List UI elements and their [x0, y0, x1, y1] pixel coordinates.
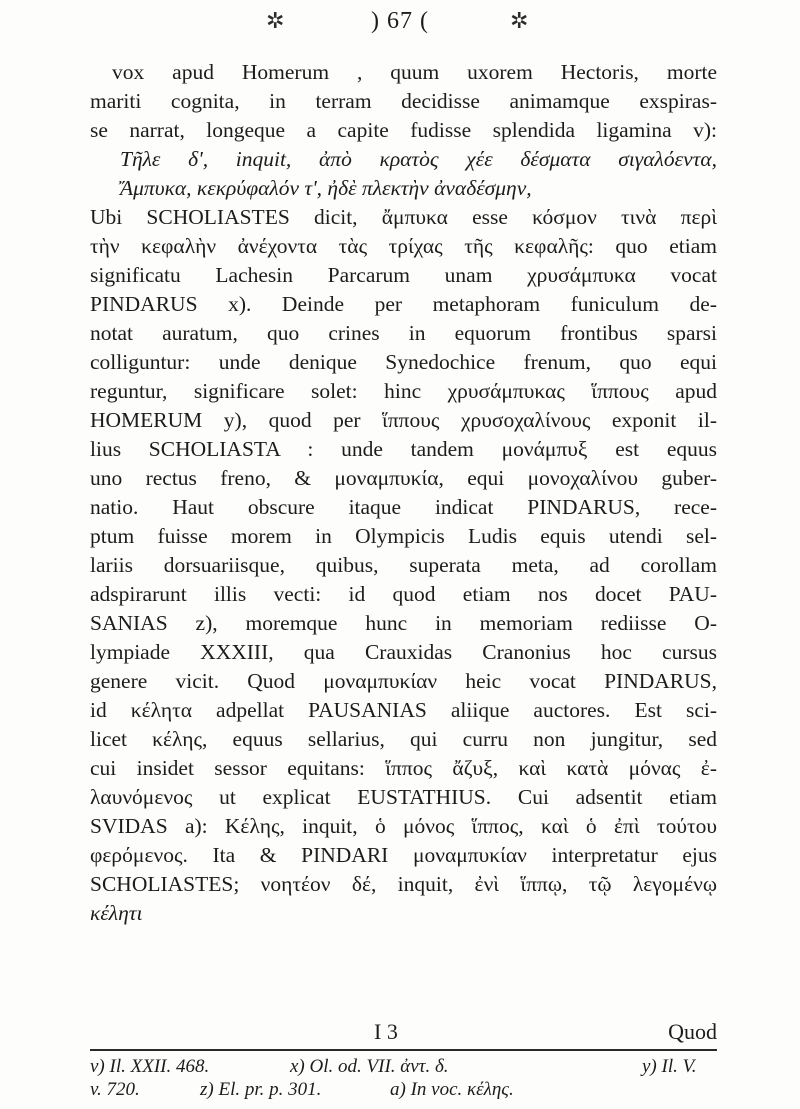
text-line: lariis dorsuariisque, quibus, superata meta, ad corollam — [90, 553, 717, 577]
text-line: adspirarunt illis vecti: id quod etiam nos docet PAU- — [90, 582, 717, 606]
ornament-right-icon: ✲ — [510, 8, 529, 33]
footnote: v. 720. — [90, 1079, 140, 1100]
ornament-left-icon: ✲ — [266, 8, 285, 33]
footnote: y) Il. V. — [642, 1056, 697, 1077]
text-line: φερόμενος. Ita & PINDARI μοναμπυκίαν interpretatur ejus — [90, 843, 717, 867]
footnote: x) Ol. od. VII. ἀντ. δ. — [290, 1056, 449, 1077]
text-line: κέλητι — [90, 901, 143, 925]
signature-mark: I 3 — [374, 1019, 398, 1044]
text-line: Ubi SCHOLIASTES dicit, ἄμπυκα esse κόσμον τινὰ περὶ — [90, 205, 717, 229]
text-line: SANIAS z), moremque hunc in memoriam rediisse O- — [90, 611, 717, 635]
text-line: ptum fuisse morem in Olympicis Ludis equis utendi sel- — [90, 524, 717, 548]
text-line: lympiade XXXIII, qua Crauxidas Cranonius hoc cursus — [90, 640, 717, 664]
text-line: mariti cognita, in terram decidisse animamque exspiras- — [90, 89, 717, 113]
verse-line: Ἄμπυκα, κεκρύφαλόν τ', ἠδὲ πλεκτὴν ἀναδέσμην, — [120, 176, 532, 200]
page-number: ) 67 ( — [371, 8, 429, 34]
footnote: z) El. pr. p. 301. — [200, 1079, 322, 1100]
verse-line: Τῆλε δ', inquit, ἀπὸ κρατὸς χέε δέσματα σιγαλόεντα, — [120, 147, 717, 171]
footnote-line — [90, 1055, 717, 1078]
text-line: SVIDAS a): Κέλης, inquit, ὁ μόνος ἵππος, καὶ ὁ ἐπὶ τούτου — [90, 814, 717, 838]
text-line: SCHOLIASTES; νοητέον δέ, inquit, ἐνὶ ἵππῳ, τῷ λεγομένῳ — [90, 872, 717, 896]
catchword: Quod — [668, 1019, 717, 1044]
signature-line — [90, 1019, 717, 1049]
text-line: PINDARUS x). Deinde per metaphoram funiculum de- — [90, 292, 717, 316]
text-line: notat auratum, quo crines in equorum frontibus sparsi — [90, 321, 717, 345]
running-head — [0, 6, 800, 34]
footnote-line — [90, 1078, 717, 1101]
text-line: vox apud Homerum , quum uxorem Hectoris, morte — [112, 60, 717, 84]
text-line: significatu Lachesin Parcarum unam χρυσάμπυκα vocat — [90, 263, 717, 287]
text-line: reguntur, significare solet: hinc χρυσάμπυκας ἵππους apud — [90, 379, 717, 403]
footnote-divider — [90, 1049, 717, 1051]
footnote: v) Il. XXII. 468. — [90, 1056, 210, 1077]
text-line: genere vicit. Quod μοναμπυκίαν heic vocat PINDARUS, — [90, 669, 717, 693]
main-text — [90, 58, 717, 928]
text-line: id κέλητα adpellat PAUSANIAS aliique auctores. Est sci- — [90, 698, 717, 722]
text-line: λαυνόμενος ut explicat EUSTATHIUS. Cui adsentit etiam — [90, 785, 717, 809]
text-line: licet κέλης, equus sellarius, qui curru non jungitur, sed — [90, 727, 717, 751]
text-line: lius SCHOLIASTA : unde tandem μονάμπυξ est equus — [90, 437, 717, 461]
footnote: a) In voc. κέλης. — [390, 1079, 514, 1100]
text-line: se narrat, longeque a capite fudisse splendida ligamina v): — [90, 118, 717, 142]
text-line: colliguntur: unde denique Synedochice frenum, quo equi — [90, 350, 717, 374]
text-line: cui insidet sessor equitans: ἵππος ἄζυξ, καὶ κατὰ μόνας ἐ- — [90, 756, 717, 780]
footnotes — [90, 1055, 717, 1101]
text-line: natio. Haut obscure itaque indicat PINDARUS, rece- — [90, 495, 717, 519]
text-line: uno rectus freno, & μοναμπυκία, equi μονοχαλίνου guber- — [90, 466, 717, 490]
text-line: τὴν κεφαλὴν ἀνέχοντα τὰς τρίχας τῆς κεφαλῆς: quo etiam — [90, 234, 717, 258]
text-line: HOMERUM y), quod per ἵππους χρυσοχαλίνους exponit il- — [90, 408, 717, 432]
